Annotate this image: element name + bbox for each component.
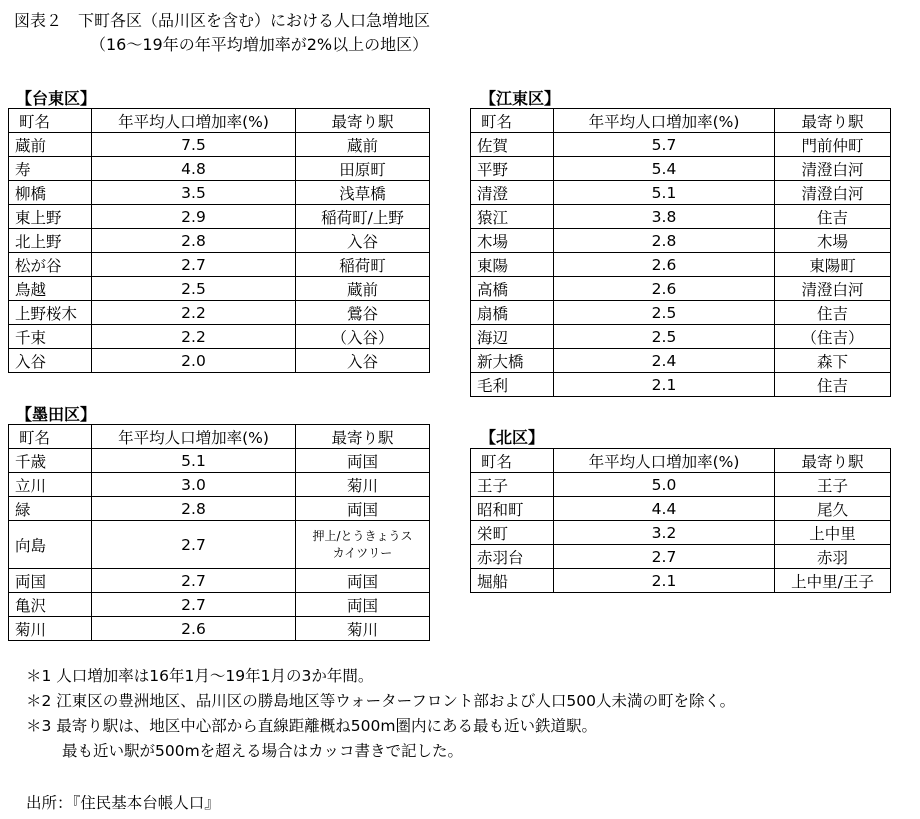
figure-subtitle: （16～19年の年平均増加率が2%以上の地区） — [90, 35, 429, 54]
table-header-row — [9, 109, 430, 133]
header-rate: 年平均人口増加率(%) — [554, 109, 775, 133]
table-row — [9, 617, 430, 641]
town-cell: 平野 — [471, 157, 554, 181]
town-cell: 立川 — [9, 473, 92, 497]
station-cell: 尾久 — [775, 497, 891, 521]
table-row — [471, 181, 891, 205]
town-cell: 栄町 — [471, 521, 554, 545]
table-row — [9, 449, 430, 473]
source-note: 出所：『住民基本台帳人口』 — [26, 794, 220, 812]
table-row — [471, 157, 891, 181]
table-header-row — [471, 109, 891, 133]
station-cell: 稲荷町 — [296, 253, 430, 277]
table-row — [9, 473, 430, 497]
rate-cell: 2.8 — [92, 497, 296, 521]
ward-label-kita: 【北区】 — [480, 428, 545, 447]
table-row — [471, 301, 891, 325]
footnote-1: ＊1 人口増加率は16年1月～19年1月の3か年間。 — [26, 667, 374, 685]
town-cell: 千束 — [9, 325, 92, 349]
rate-cell: 5.1 — [554, 181, 775, 205]
rate-cell: 2.6 — [92, 617, 296, 641]
table-row — [9, 277, 430, 301]
station-cell: 稲荷町/上野 — [296, 205, 430, 229]
rate-cell: 3.5 — [92, 181, 296, 205]
town-cell: 菊川 — [9, 617, 92, 641]
station-cell — [296, 521, 430, 569]
header-station: 最寄り駅 — [775, 109, 891, 133]
town-cell: 木場 — [471, 229, 554, 253]
town-cell: 松が谷 — [9, 253, 92, 277]
station-cell: 門前仲町 — [775, 133, 891, 157]
ward-label-koto: 【江東区】 — [480, 89, 561, 108]
town-cell: 堀船 — [471, 569, 554, 593]
header-town: 町名 — [9, 109, 92, 133]
rate-cell: 7.5 — [92, 133, 296, 157]
table-row — [471, 373, 891, 397]
table-row — [9, 205, 430, 229]
station-cell: 東陽町 — [775, 253, 891, 277]
town-cell: 東上野 — [9, 205, 92, 229]
rate-cell: 4.8 — [92, 157, 296, 181]
station-cell: 森下 — [775, 349, 891, 373]
station-cell: 両国 — [296, 593, 430, 617]
station-cell: 木場 — [775, 229, 891, 253]
table-row — [471, 349, 891, 373]
town-cell: 両国 — [9, 569, 92, 593]
station-cell: 両国 — [296, 569, 430, 593]
town-cell: 昭和町 — [471, 497, 554, 521]
rate-cell: 2.8 — [92, 229, 296, 253]
rate-cell: 2.9 — [92, 205, 296, 229]
rate-cell: 2.8 — [554, 229, 775, 253]
rate-cell: 2.6 — [554, 253, 775, 277]
table-row — [9, 521, 430, 569]
station-cell: 浅草橋 — [296, 181, 430, 205]
footnotes — [26, 664, 735, 764]
header-town: 町名 — [471, 449, 554, 473]
table-row — [471, 497, 891, 521]
station-cell: 両国 — [296, 449, 430, 473]
rate-cell: 2.6 — [554, 277, 775, 301]
rate-cell: 2.1 — [554, 373, 775, 397]
station-cell: （入谷） — [296, 325, 430, 349]
station-cell: （住吉） — [775, 325, 891, 349]
table-row — [471, 473, 891, 497]
station-cell: 住吉 — [775, 301, 891, 325]
header-rate: 年平均人口増加率(%) — [92, 109, 296, 133]
station-cell: 清澄白河 — [775, 157, 891, 181]
station-cell: 住吉 — [775, 373, 891, 397]
station-cell: 入谷 — [296, 229, 430, 253]
town-cell: 鳥越 — [9, 277, 92, 301]
town-cell: 向島 — [9, 521, 92, 569]
table-row — [471, 277, 891, 301]
table-row — [9, 349, 430, 373]
table-row — [471, 325, 891, 349]
rate-cell: 2.0 — [92, 349, 296, 373]
town-cell: 毛利 — [471, 373, 554, 397]
town-cell: 佐賀 — [471, 133, 554, 157]
table-header-row — [471, 449, 891, 473]
station-cell: 清澄白河 — [775, 181, 891, 205]
rate-cell: 5.4 — [554, 157, 775, 181]
station-line-2: カイツリー — [332, 545, 393, 560]
station-cell: 田原町 — [296, 157, 430, 181]
figure-title: 図表２ 下町各区（品川区を含む）における人口急増地区 — [14, 11, 431, 30]
station-cell: 上中里 — [775, 521, 891, 545]
table-row — [9, 301, 430, 325]
station-cell: 王子 — [775, 473, 891, 497]
town-cell: 緑 — [9, 497, 92, 521]
town-cell: 海辺 — [471, 325, 554, 349]
town-cell: 高橋 — [471, 277, 554, 301]
table-row — [9, 593, 430, 617]
table-row — [9, 181, 430, 205]
rate-cell: 2.7 — [92, 521, 296, 569]
rate-cell: 2.1 — [554, 569, 775, 593]
header-station: 最寄り駅 — [775, 449, 891, 473]
header-station: 最寄り駅 — [296, 109, 430, 133]
rate-cell: 2.2 — [92, 325, 296, 349]
rate-cell: 5.1 — [92, 449, 296, 473]
table-sumida — [8, 424, 430, 641]
table-row — [9, 569, 430, 593]
town-cell: 柳橋 — [9, 181, 92, 205]
rate-cell: 2.7 — [92, 253, 296, 277]
station-cell: 鶯谷 — [296, 301, 430, 325]
footnote-2: ＊2 江東区の豊洲地区、品川区の勝島地区等ウォーターフロント部および人口500人未満の町を除く。 — [26, 692, 736, 710]
station-cell: 上中里/王子 — [775, 569, 891, 593]
table-header-row — [9, 425, 430, 449]
station-line-1: 押上/とうきょうス — [312, 528, 413, 543]
table-row — [9, 325, 430, 349]
footnote-3: ＊3 最寄り駅は、地区中心部から直線距離概ね500m圏内にある最も近い鉄道駅。 — [26, 717, 597, 735]
rate-cell: 3.2 — [554, 521, 775, 545]
rate-cell: 2.4 — [554, 349, 775, 373]
town-cell: 亀沢 — [9, 593, 92, 617]
header-town: 町名 — [9, 425, 92, 449]
header-station: 最寄り駅 — [296, 425, 430, 449]
town-cell: 蔵前 — [9, 133, 92, 157]
station-cell: 住吉 — [775, 205, 891, 229]
ward-label-sumida: 【墨田区】 — [16, 405, 97, 424]
rate-cell: 5.7 — [554, 133, 775, 157]
station-cell: 赤羽 — [775, 545, 891, 569]
table-row — [9, 229, 430, 253]
table-row — [471, 229, 891, 253]
table-koto — [470, 108, 891, 397]
rate-cell: 2.7 — [92, 593, 296, 617]
rate-cell: 5.0 — [554, 473, 775, 497]
table-row — [471, 253, 891, 277]
town-cell: 東陽 — [471, 253, 554, 277]
rate-cell: 2.5 — [554, 301, 775, 325]
station-cell: 菊川 — [296, 473, 430, 497]
rate-cell: 2.5 — [92, 277, 296, 301]
table-taito — [8, 108, 430, 373]
rate-cell: 3.0 — [92, 473, 296, 497]
town-cell: 赤羽台 — [471, 545, 554, 569]
rate-cell: 2.5 — [554, 325, 775, 349]
rate-cell: 2.2 — [92, 301, 296, 325]
town-cell: 扇橋 — [471, 301, 554, 325]
table-kita — [470, 448, 891, 593]
table-row — [471, 521, 891, 545]
town-cell: 入谷 — [9, 349, 92, 373]
table-row — [471, 545, 891, 569]
footnote-3-continued: 最も近い駅が500mを超える場合はカッコ書きで記した。 — [62, 742, 464, 760]
town-cell: 千歳 — [9, 449, 92, 473]
table-row — [9, 497, 430, 521]
town-cell: 王子 — [471, 473, 554, 497]
header-rate: 年平均人口増加率(%) — [92, 425, 296, 449]
town-cell: 上野桜木 — [9, 301, 92, 325]
station-cell: 入谷 — [296, 349, 430, 373]
table-row — [9, 253, 430, 277]
rate-cell: 2.7 — [92, 569, 296, 593]
ward-label-taito: 【台東区】 — [16, 89, 97, 108]
station-cell: 両国 — [296, 497, 430, 521]
table-row — [9, 133, 430, 157]
table-row — [9, 157, 430, 181]
table-row — [471, 569, 891, 593]
header-rate: 年平均人口増加率(%) — [554, 449, 775, 473]
rate-cell: 2.7 — [554, 545, 775, 569]
rate-cell: 4.4 — [554, 497, 775, 521]
station-cell: 蔵前 — [296, 277, 430, 301]
header-town: 町名 — [471, 109, 554, 133]
town-cell: 寿 — [9, 157, 92, 181]
rate-cell: 3.8 — [554, 205, 775, 229]
town-cell: 清澄 — [471, 181, 554, 205]
town-cell: 北上野 — [9, 229, 92, 253]
town-cell: 新大橋 — [471, 349, 554, 373]
station-cell: 清澄白河 — [775, 277, 891, 301]
station-cell: 菊川 — [296, 617, 430, 641]
town-cell: 猿江 — [471, 205, 554, 229]
station-cell: 蔵前 — [296, 133, 430, 157]
table-row — [471, 205, 891, 229]
table-row — [471, 133, 891, 157]
